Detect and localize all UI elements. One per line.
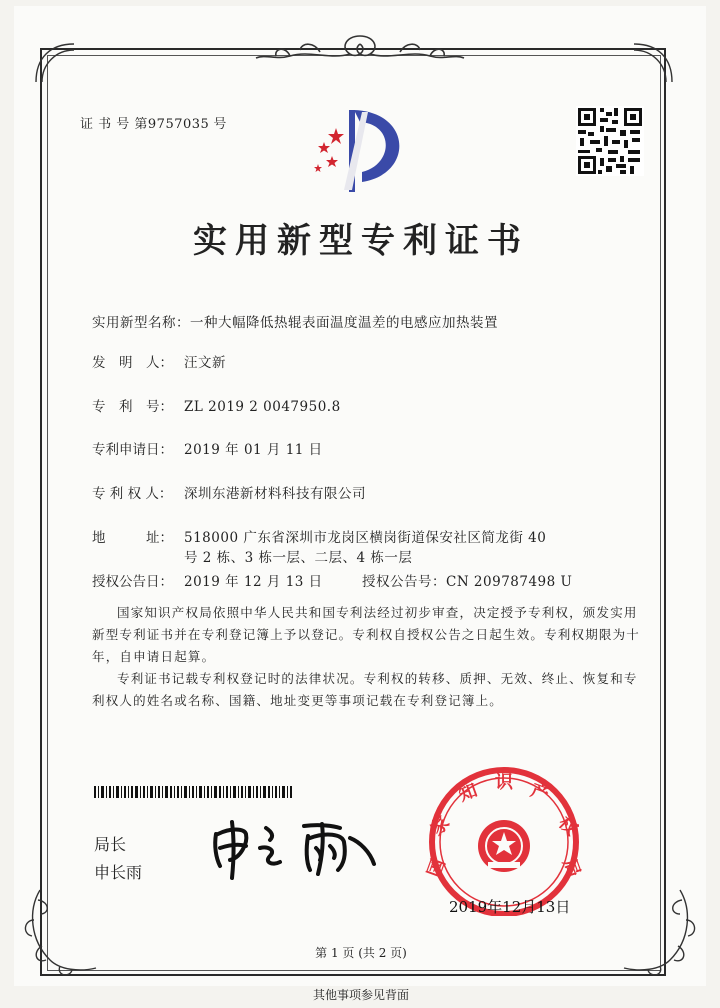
page-indicator: 第 1 页 (共 2 页) xyxy=(315,946,407,960)
certificate-number-value: 9757035 xyxy=(147,117,210,132)
utility-model-name-label: 实用新型名称： xyxy=(92,315,190,331)
inventor-row xyxy=(92,351,226,371)
barcode-icon xyxy=(94,786,292,798)
filing-date-value: 2019 年 01 月 11 日 xyxy=(184,442,323,458)
top-ornament xyxy=(250,30,470,70)
filing-date-row xyxy=(92,438,323,458)
address-line-2: 号 2 栋、3 栋一层、二层、4 栋一层 xyxy=(184,550,413,566)
svg-text:家: 家 xyxy=(426,812,454,840)
grant-number-label: 授权公告号： xyxy=(362,574,446,590)
svg-text:权: 权 xyxy=(554,812,582,840)
address-line-1: 518000 广东省深圳市龙岗区横岗街道保安社区简龙街 40 xyxy=(184,530,547,546)
patent-number-row xyxy=(92,395,341,415)
grant-date-value: 2019 年 12 月 13 日 xyxy=(184,574,323,590)
address-row xyxy=(92,526,546,546)
inventor-value: 汪文新 xyxy=(184,355,226,371)
patentee-value: 深圳东港新材料科技有限公司 xyxy=(184,486,366,502)
address-label: 地 址： xyxy=(92,530,173,546)
certificate-title: 实用新型专利证书 xyxy=(193,221,529,261)
certificate-number-suffix: 号 xyxy=(213,117,227,132)
seal-date: 2019年12月13日 xyxy=(449,898,571,916)
director-name: 申长雨 xyxy=(94,863,143,882)
legal-status-paragraph: 专利证书记载专利权登记时的法律状况。专利权的转移、质押、无效、终止、恢复和专利权人的姓名或名称、国籍、地址变更等事项记载在专利登记簿上。 xyxy=(92,671,638,708)
certificate-number-label: 证 书 号 第 xyxy=(80,117,148,132)
grant-statement-paragraph: 国家知识产权局依照中华人民共和国专利法经过初步审查，决定授予专利权，颁发实用新型专利证书并在专利登记簿上予以登记。专利权自授权公告之日起生效。专利权期限为十年，自申请日起算。 xyxy=(92,605,641,664)
director-title: 局长 xyxy=(94,835,127,854)
patentee-label: 专 利 权 人： xyxy=(92,486,173,502)
director-signature xyxy=(210,818,380,882)
svg-text:知: 知 xyxy=(456,779,481,806)
official-seal xyxy=(418,766,590,916)
grant-date-label: 授权公告日： xyxy=(92,574,173,590)
svg-text:局: 局 xyxy=(558,856,585,881)
certificate-number xyxy=(80,113,227,132)
corner-ornament-top-left xyxy=(30,38,80,88)
corner-ornament-bottom-right xyxy=(620,880,700,980)
utility-model-name-row xyxy=(92,311,498,331)
inventor-label: 发 明 人： xyxy=(92,355,173,371)
qr-code-icon xyxy=(576,106,644,176)
grant-number-value: CN 209787498 U xyxy=(446,574,573,590)
patentee-row xyxy=(92,482,366,502)
svg-text:产: 产 xyxy=(527,779,552,806)
corner-ornament-top-right xyxy=(628,38,678,88)
cnipa-emblem-icon xyxy=(302,104,414,198)
grant-number-row xyxy=(362,570,572,590)
filing-date-label: 专利申请日： xyxy=(92,442,173,458)
footer-note: 其他事项参见背面 xyxy=(312,988,409,1002)
utility-model-name-value: 一种大幅降低热辊表面温度温差的电感应加热装置 xyxy=(190,315,498,331)
corner-ornament-bottom-left xyxy=(20,880,100,980)
svg-text:国: 国 xyxy=(423,856,450,881)
patent-number-label: 专 利 号： xyxy=(92,399,173,415)
svg-text:识: 识 xyxy=(495,772,513,793)
patent-number-value: ZL 2019 2 0047950.8 xyxy=(184,399,341,415)
grant-date-row xyxy=(92,570,323,590)
